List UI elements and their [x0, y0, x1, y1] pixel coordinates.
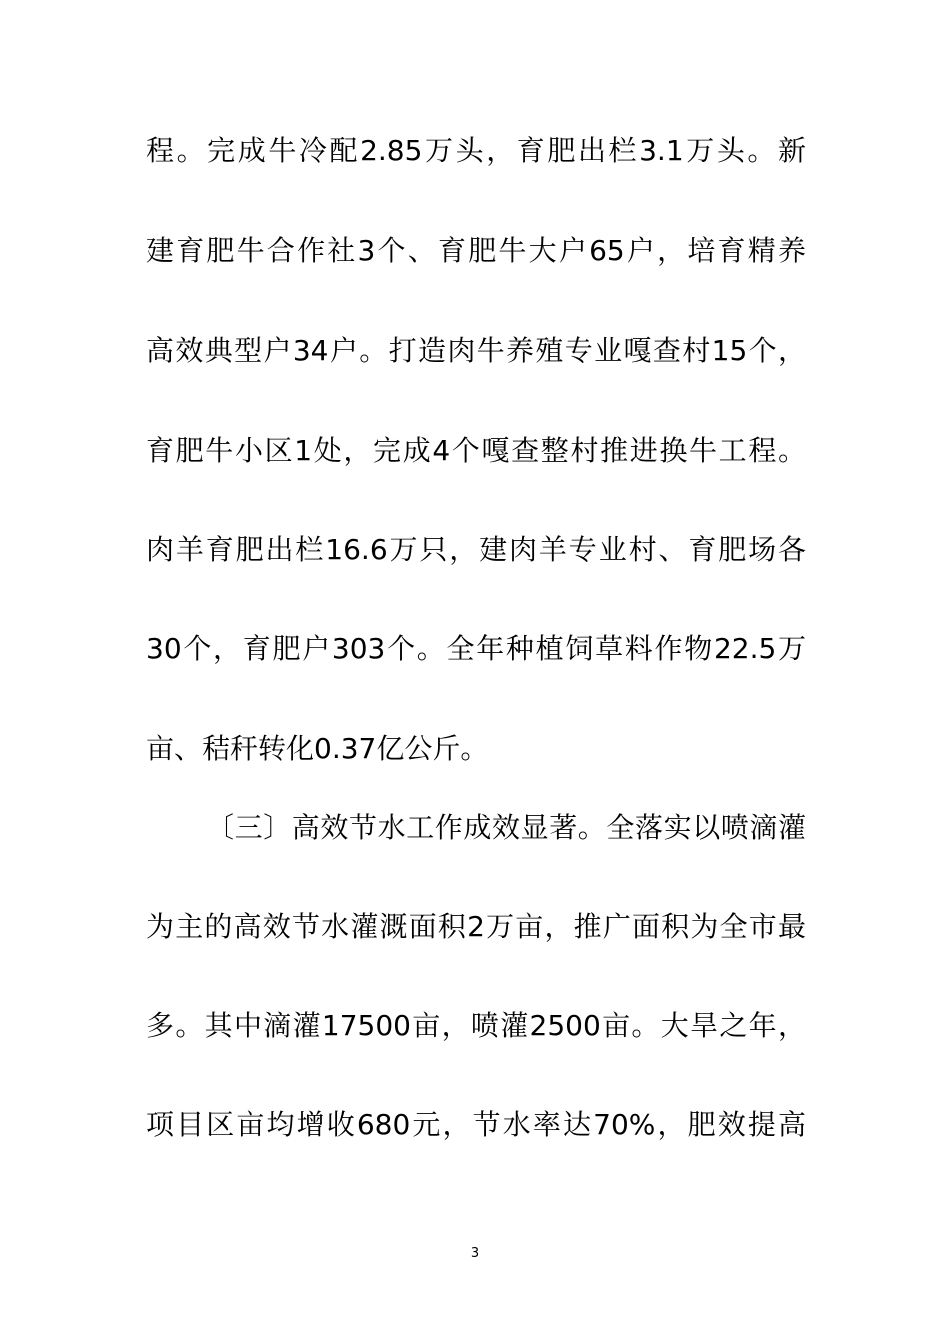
text-line: 项目区亩均增收680元，节水率达70%，肥效提高 — [146, 1108, 806, 1141]
text-line: 肉羊育肥出栏16.6万只，建肉羊专业村、育肥场各 — [146, 533, 806, 566]
page-number: 3 — [470, 1246, 480, 1261]
text-line: 高效典型户34户。打造肉牛养殖专业嘎查村15个， — [146, 334, 806, 367]
section-heading-line: 〔三〕高效节水工作成效显著。全落实以喷滴灌 — [206, 811, 806, 844]
text-line: 育肥牛小区1处，完成4个嘎查整村推进换牛工程。 — [146, 434, 806, 467]
text-line: 亩、秸秆转化0.37亿公斤。 — [146, 732, 489, 765]
text-line: 30个，育肥户303个。全年种植饲草料作物22.5万 — [146, 632, 806, 665]
text-line: 为主的高效节水灌溉面积2万亩，推广面积为全市最 — [146, 910, 806, 943]
text-line: 建育肥牛合作社3个、育肥牛大户65户，培育精养 — [146, 234, 806, 267]
text-line: 多。其中滴灌17500亩，喷灌2500亩。大旱之年， — [146, 1009, 806, 1042]
text-line: 程。完成牛冷配2.85万头，育肥出栏3.1万头。新 — [146, 134, 806, 167]
